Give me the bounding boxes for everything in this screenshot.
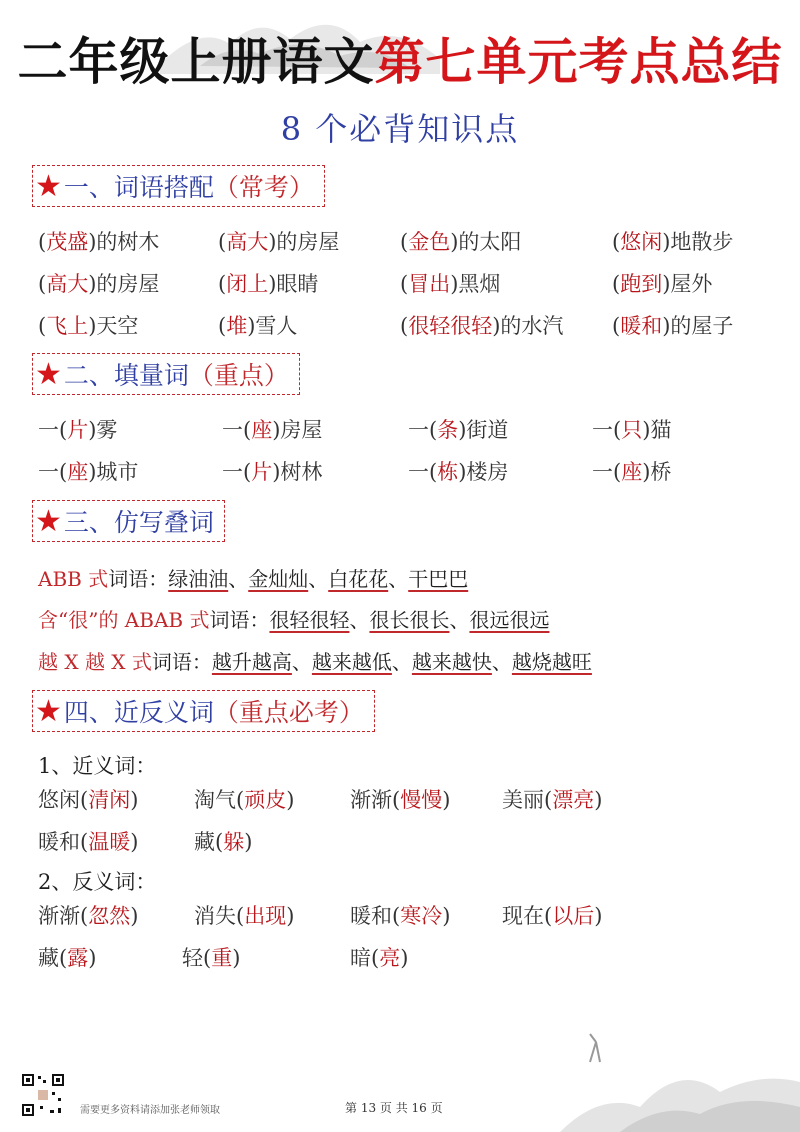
antonym-item: 暗(亮) <box>350 946 409 970</box>
pattern-line: 含“很”的 ABAB 式词语：很轻很轻、很长很长、很远很远 <box>38 608 550 632</box>
antonym-item: 暖和(寒冷) <box>350 904 451 928</box>
section-1-header: ★ 一、词语搭配 （常考） <box>32 165 325 207</box>
measure-word-item: 一(片)雾 <box>38 418 118 442</box>
collocation-item: (悠闲)地散步 <box>612 230 734 254</box>
antonym-item: 渐渐(忽然) <box>38 904 139 928</box>
collocation-item: (茂盛)的树木 <box>38 230 160 254</box>
page-number: 第 13 页 共 16 页 <box>345 1101 443 1115</box>
antonym-title: 2、反义词： <box>38 870 157 894</box>
synonym-item: 淘气(顽皮) <box>194 788 295 812</box>
collocation-item: (金色)的太阳 <box>400 230 522 254</box>
synonym-title: 1、近义词： <box>38 754 157 778</box>
antonym-item: 消失(出现) <box>194 904 295 928</box>
collocation-item: (跑到)屋外 <box>612 272 713 296</box>
pattern-line: 越 X 越 X 式词语：越升越高、越来越低、越来越快、越烧越旺 <box>38 650 592 674</box>
antonym-item: 现在(以后) <box>502 904 603 928</box>
section-4-header: ★ 四、近反义词 （重点必考） <box>32 690 375 732</box>
collocation-item: (冒出)黑烟 <box>400 272 501 296</box>
section-2-header: ★ 二、填量词 （重点） <box>32 353 300 395</box>
collocation-item: (高大)的房屋 <box>38 272 160 296</box>
page-title: 二年级上册语文第七单元考点总结 <box>17 33 783 91</box>
synonym-item: 美丽(漂亮) <box>502 788 603 812</box>
measure-word-item: 一(座)房屋 <box>222 418 323 442</box>
collocation-item: (飞上)天空 <box>38 314 139 338</box>
page-subtitle: 8 个必背知识点 <box>280 110 520 148</box>
section-3-header: ★ 三、仿写叠词 <box>32 500 225 542</box>
synonym-item: 悠闲(清闲) <box>38 788 139 812</box>
star-icon: ★ <box>35 693 62 729</box>
measure-word-item: 一(只)猫 <box>592 418 672 442</box>
collocation-item: (很轻很轻)的水汽 <box>400 314 564 338</box>
pattern-line: ABB 式词语：绿油油、金灿灿、白花花、干巴巴 <box>38 567 469 591</box>
collocation-item: (闭上)眼睛 <box>218 272 319 296</box>
measure-word-item: 一(座)桥 <box>592 460 672 484</box>
synonym-item: 暖和(温暖) <box>38 830 139 854</box>
star-icon: ★ <box>35 503 62 539</box>
collocation-item: (堆)雪人 <box>218 314 298 338</box>
star-icon: ★ <box>35 168 62 204</box>
synonym-item: 渐渐(慢慢) <box>350 788 451 812</box>
antonym-item: 藏(露) <box>38 946 97 970</box>
star-icon: ★ <box>35 356 62 392</box>
measure-word-item: 一(栋)楼房 <box>408 460 509 484</box>
collocation-item: (高大)的房屋 <box>218 230 340 254</box>
measure-word-item: 一(座)城市 <box>38 460 139 484</box>
collocation-item: (暖和)的屋子 <box>612 314 734 338</box>
antonym-item: 轻(重) <box>182 946 241 970</box>
measure-word-item: 一(片)树林 <box>222 460 323 484</box>
footer-note: 需要更多资料请添加张老师领取 <box>80 1105 220 1116</box>
measure-word-item: 一(条)街道 <box>408 418 509 442</box>
ink-landscape-decoration <box>560 1022 800 1132</box>
synonym-item: 藏(躲) <box>194 830 253 854</box>
qr-code-image <box>20 1072 66 1118</box>
